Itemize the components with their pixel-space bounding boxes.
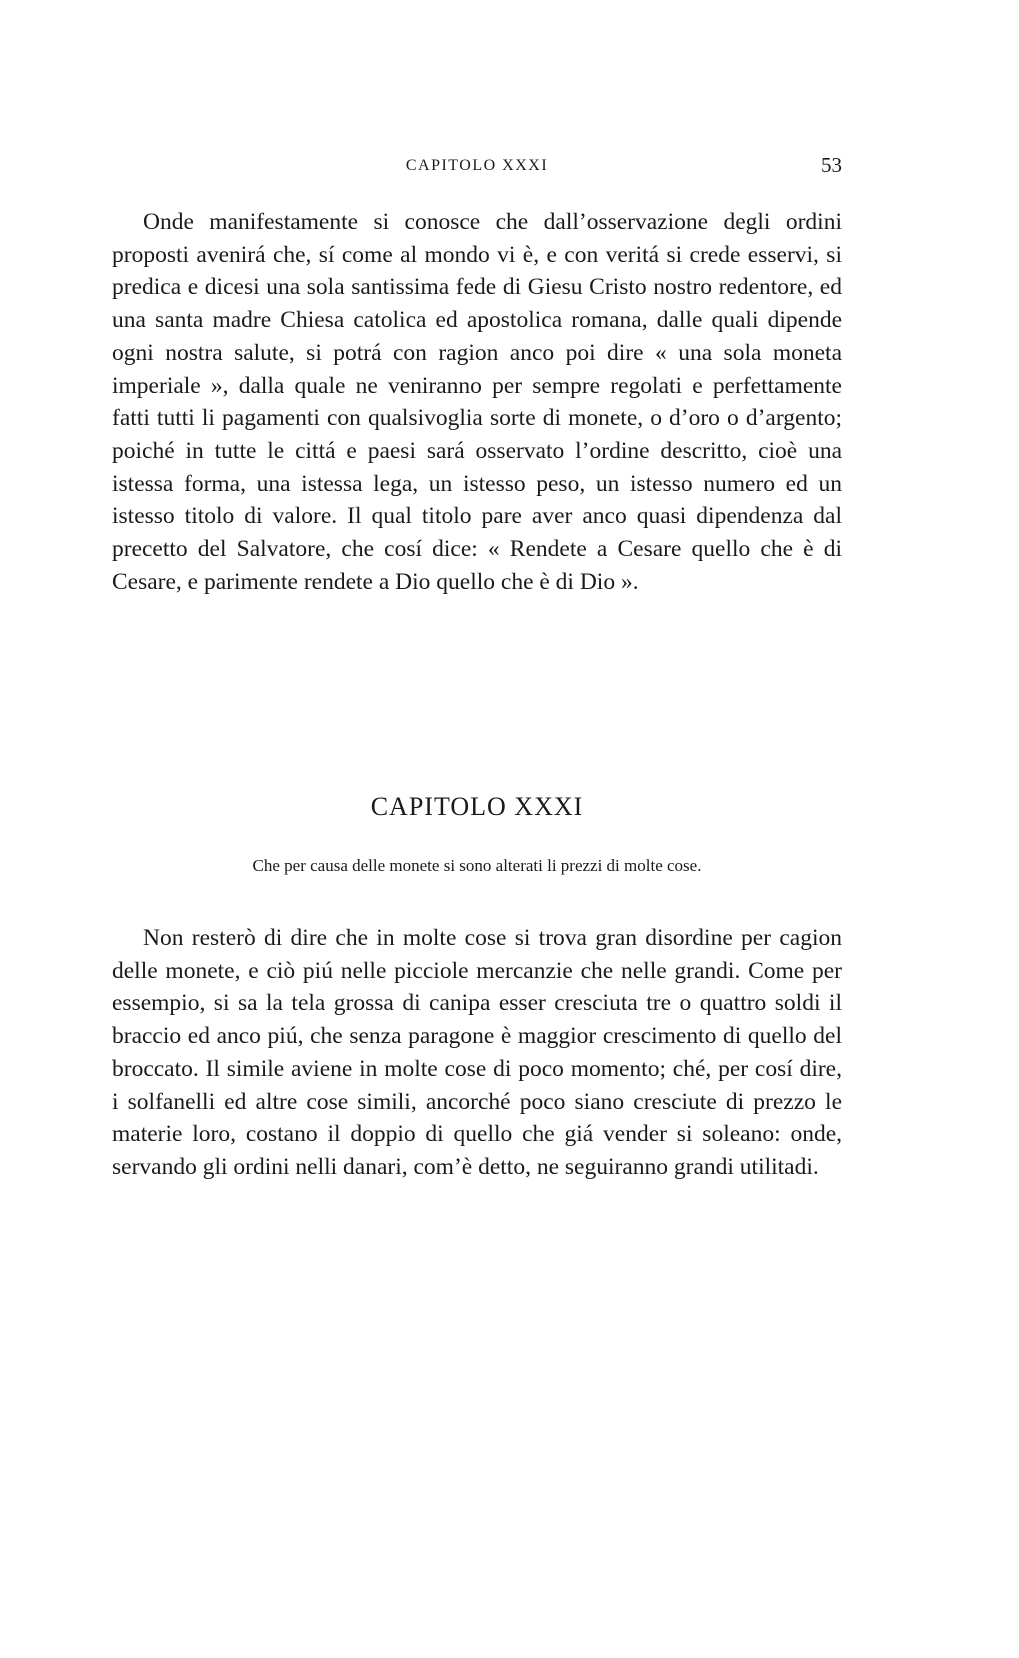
chapter-title: CAPITOLO XXXI [370, 792, 584, 821]
paragraph-2-text: Non resterò di dire che in molte cose si trova gran disordine per cagion delle monete, e ciò piú nelle picciole mercanzie che nelle grandi. Come per essempio, si sa la tela grossa di canipa esser cresciuta tre o quattro soldi il braccio ed anco piú, che senza paragone è maggior crescimento di quello del broccato. Il simile aviene in molte cose di poco momento; ché, per cosí dire, i solfanelli ed altre cose simili, ancorché poco siano cresciute di prezzo le materie loro, costano il doppio di quello che giá vender si soleano: onde, servando gli ordini nelli danari, com’è detto, ne seguiranno grandi utilitadi. [112, 925, 842, 1180]
paragraph-1-text: Onde manifestamente si conosce che dall’osservazione degli ordini proposti avenirá che, sí come al mondo vi è, e con veritá si crede esservi, si predica e dicesi una sola santissima fede di Giesu Cristo nostro redentore, ed una santa madre Chiesa catolica ed apostolica romana, dalle quali dipende ogni nostra salute, si potrá con ragion anco poi dire « una sola moneta imperiale », dalla quale ne veniranno per sempre regolati e perfettamente fatti tutti li pagamenti con qualsivoglia sorte di monete, o d’oro o d’argento; poiché in tutte le cittá e paesi sará osservato l’ordine descritto, cioè una istessa forma, una istessa lega, un istesso peso, un istesso numero ed un istesso titolo di valore. Il qual titolo pare aver anco quasi dipendenza dal precetto del Salvatore, che cosí dice: « Rendete a Cesare quello che è di Cesare, e parimente rendete a Dio quello che è di Dio ». [112, 209, 842, 595]
running-head [112, 153, 842, 183]
page-number: 53 [821, 153, 842, 177]
chapter-subtitle: Che per causa delle monete si sono alterati li prezzi di molte cose. [252, 856, 702, 875]
paragraph-2 [112, 922, 842, 1184]
paragraph-1 [112, 206, 842, 598]
running-title: CAPITOLO XXXI [405, 157, 549, 174]
